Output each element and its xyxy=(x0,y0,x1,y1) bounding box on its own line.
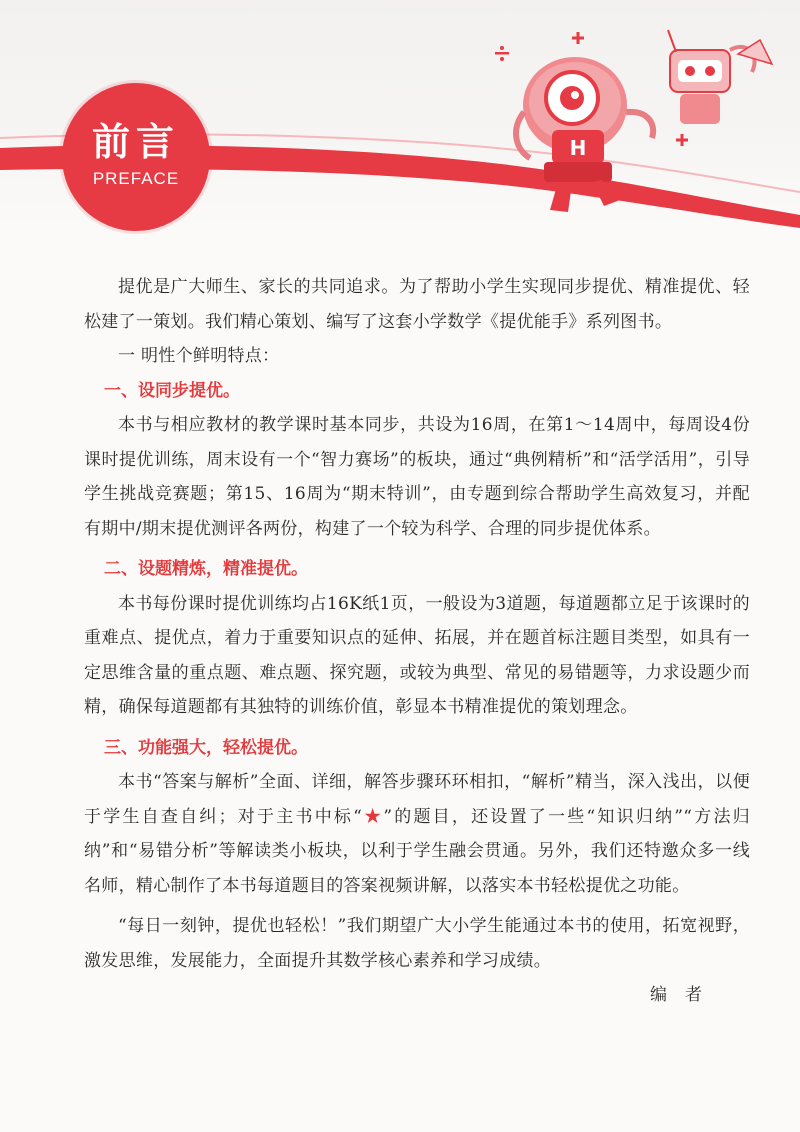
page-title: 前言 xyxy=(91,120,180,164)
section-heading-3: 三、功能强大，轻松提优。 xyxy=(104,737,308,758)
section-paragraph-3 xyxy=(84,765,750,903)
red-star-icon: ★ xyxy=(362,806,384,827)
section-heading-2: 二、设题精炼，精准提优。 xyxy=(104,559,308,579)
features-intro-line: 一 明性个鲜明特点： xyxy=(118,346,280,366)
robot-mascot-illustration xyxy=(480,10,780,220)
paragraph-3-part-1: 本书“答案与解析”全面、详细，解答步骤环环相扣，“解析”精当，深入浅出，以便于学生自查自纠；对于主书中标“ xyxy=(84,772,750,827)
preface-body xyxy=(84,270,750,1013)
section-heading-1: 一、设同步提优。 xyxy=(104,380,240,401)
closing-paragraph: “每日一刻钟，提优也轻松！”我们期望广大小学生能通过本书的使用，拓宽视野，激发思维，发展能力，全面提升其数学核心素养和学习成绩。 xyxy=(84,916,750,971)
big-robot-icon xyxy=(516,57,653,212)
section-paragraph-2: 本书每份课时提优训练均占16K纸1页，一般设为3道题，每道题都立足于该课时的重难点、提优点，着力于重要知识点的延伸、拓展，并在题首标注题目类型，如具有一定思维含量的重点题、难点题、探究题，或较为典型、常见的易错题等，力求设题少而精，确保每道题都有其独特的训练价值，彰显本书精准提优的策划理念。 xyxy=(84,593,750,717)
small-robot-icon xyxy=(668,30,772,124)
intro-paragraph: 提优是广大师生、家长的共同追求。为了帮助小学生实现同步提优、精准提优、轻松建了一策划。我们精心策划、编写了这套小学数学《提优能手》系列图书。 xyxy=(84,277,750,332)
editor-signature: 编者 xyxy=(650,985,720,1005)
preface-badge xyxy=(62,83,210,231)
svg-text:H: H xyxy=(569,136,587,160)
page-subtitle: PREFACE xyxy=(92,169,180,188)
paragraph-3-part-2: ”的题目，还设置了一些“知识归纳”“方法归纳”和“易错分析”等解读类小板块，以利于学生融会贯通。另外，我们还特邀众多一线名师，精心制作了本书每道题目的答案视频讲解，以落实本书轻松提优之功能。 xyxy=(84,806,750,896)
plus-symbol-icon-2 xyxy=(676,134,688,146)
section-paragraph-1: 本书与相应教材的教学课时基本同步，共设为16周，在第1～14周中，每周设4份课时提优训练，周末设有一个“智力赛场”的板块，通过“典例精析”和“活学活用”，引导学生挑战竞赛题；第15、16周为“期末特训”，由专题到综合帮助学生高效复习，并配有期中/期末提优测评各两份，构建了一个较为科学、合理的同步提优体系。 xyxy=(84,415,750,539)
divide-symbol-icon xyxy=(495,46,509,61)
plus-symbol-icon xyxy=(572,32,584,44)
